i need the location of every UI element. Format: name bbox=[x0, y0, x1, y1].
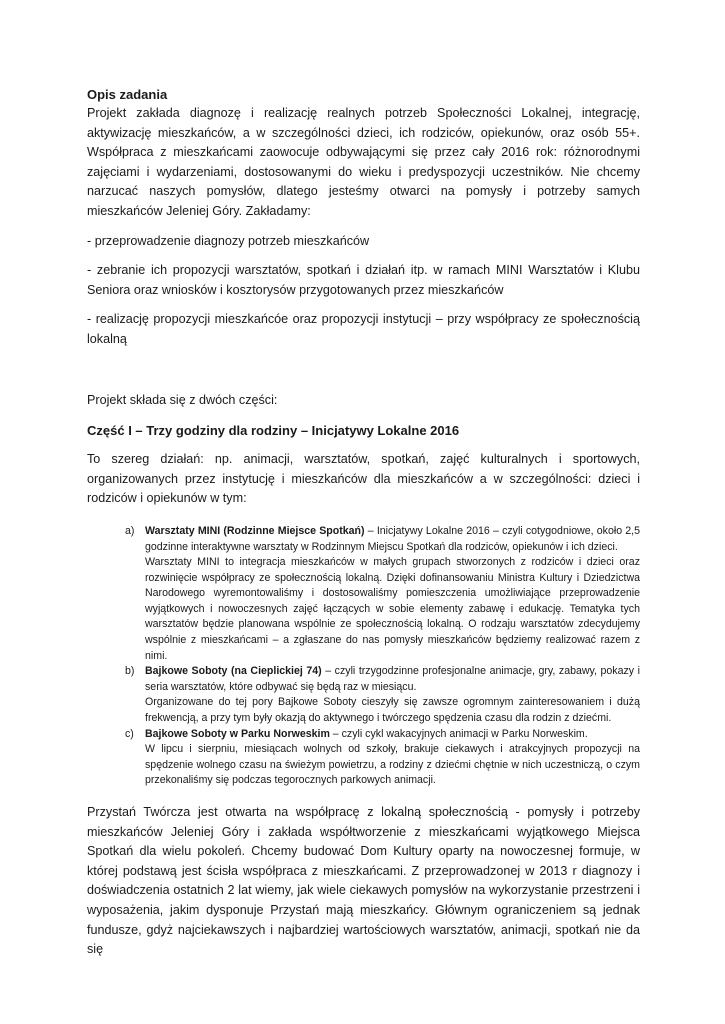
item-title: Bajkowe Soboty w Parku Norweskim bbox=[145, 727, 330, 740]
list-marker: c) bbox=[125, 727, 134, 740]
bullet-1: - przeprowadzenie diagnozy potrzeb mieszkańców bbox=[87, 233, 370, 248]
item-title: Warsztaty MINI (Rodzinne Miejsce Spotkań) bbox=[145, 524, 365, 537]
list-item bbox=[87, 664, 640, 726]
item-extra: Organizowane do tej pory Bajkowe Soboty cieszyły się zawsze ogromnym zainteresowaniem i dużą frekwencją, a przy tym były okazją do aktywnego i twórczego spędzenia czasu dla rodzin z dziećmi. bbox=[145, 696, 640, 725]
section-heading: Opis zadania bbox=[87, 87, 168, 102]
part1-description: To szereg działań: np. animacji, warsztatów, spotkań, zajęć kulturalnych i sportowych, organizowanych przez instytucję i mieszkańców dla mieszkańców a w szczególności: dzieci i rodziców i opiekunów w tym: bbox=[87, 452, 640, 506]
list-marker: b) bbox=[125, 665, 135, 678]
item-text: – Inicjatywy Lokalne 2016 – czyli cotygodniowe, około 2,5 godzinne interaktywne warsztaty w Rodzinnym Miejscu Spotkań dla rodziców, opiekunów i ich dzieci. bbox=[145, 524, 641, 553]
item-extra: Warsztaty MINI to integracja mieszkańców w małych grupach stworzonych z rodziców i dzieci oraz rozwinięcie współpracy ze społecznością lokalną. Dzięki dofinansowaniu Ministra Kultury i Dziedzictwa Narodowego wyremontowaliśmy i dostosowaliśmy pomieszczenia umożliwiające przeprowadzenie wyjątkowych i nowoczesnych zajęć łączących w sobie elementy zabawę i edukację. Tematyka tych warsztatów będzie planowana wspólnie ze społecznością lokalną. O rodzaju warsztatów zdecydujemy wspólnie z mieszkańcami – a zgłaszane do nas pomysły mieszkańców będziemy realizować razem z nimi. bbox=[145, 556, 640, 662]
bullet-2: - zebranie ich propozycji warsztatów, spotkań i działań itp. w ramach MINI Warsztatów i Klubu Seniora oraz wniosków i kosztorysów przygotowanych przez mieszkańców bbox=[87, 263, 640, 297]
item-title: Bajkowe Soboty (na Cieplickiej 74) bbox=[145, 665, 322, 678]
document-page bbox=[87, 86, 640, 960]
list-item bbox=[87, 524, 640, 664]
item-text: – czyli trzygodzinne profesjonalne animacje, gry, zabawy, pokazy i seria warsztatów, które odbywać się będą raz w miesiącu. bbox=[145, 665, 640, 693]
bullet-3: - realizację propozycji mieszkańcóe oraz propozycji instytucji – przy współpracy ze społecznością lokalną bbox=[87, 312, 640, 346]
activities-list bbox=[87, 524, 640, 789]
list-item bbox=[87, 727, 640, 789]
intro-paragraph: Projekt zakłada diagnozę i realizację realnych potrzeb Społeczności Lokalnej, integrację, aktywizację mieszkańców, a w szczególności dzieci, ich rodziców, opiekunów, oraz osób 55+. Współpraca z mieszkańcami zaowocuje odbywającymi się przez cały 2016 rok: różnorodnymi zajęciami i wydarzeniami, dostosowanymi do wieku i predyspozycji uczestników. Nie chcemy narzucać naszych pomysłów, dlatego jesteśmy otwarci na pomysły i potrzeby samych mieszkańców Jeleniej Góry. Zakładamy: bbox=[87, 106, 640, 218]
item-extra: W lipcu i sierpniu, miesiącach wolnych od szkoły, brakuje ciekawych i atrakcyjnych propozycji na spędzenie wolnego czasu na świeżym powietrzu, a rodziny z dziećmi chętnie w nich uczestniczą, o czym przekonaliśmy się podczas tegorocznych parkowych animacji. bbox=[145, 743, 640, 787]
part1-heading: Część I – Trzy godziny dla rodziny – Inicjatywy Lokalne 2016 bbox=[87, 423, 460, 439]
closing-paragraph: Przystań Twórcza jest otwarta na współpracę z lokalną społecznością - pomysły i potrzeby mieszkańców Jeleniej Góry i zakłada współtworzenie z mieszkańcami wyjątkowego Miejsca Spotkań dla wielu pokoleń. Chcemy budować Dom Kultury oparty na nowoczesnej formuje, w której podstawą jest ścisła współpraca z mieszkańcami. Z przeprowadzonej w 2013 r diagnozy i doświadczenia ostatnich 2 lat wiemy, jak wiele ciekawych pomysłów na wykorzystanie przestrzeni i wyposażenia, jakim dysponuje Przystań mają mieszkańcy. Głównym ograniczeniem są jednak fundusze, gdyż najciekawszych i najbardziej wartościowych warsztatów, animacji, spotkań nie da się bbox=[87, 805, 640, 957]
parts-intro: Projekt składa się z dwóch części: bbox=[87, 392, 278, 407]
list-marker: a) bbox=[125, 524, 135, 537]
item-text: – czyli cykl wakacyjnych animacji w Parku Norweskim. bbox=[329, 727, 588, 740]
